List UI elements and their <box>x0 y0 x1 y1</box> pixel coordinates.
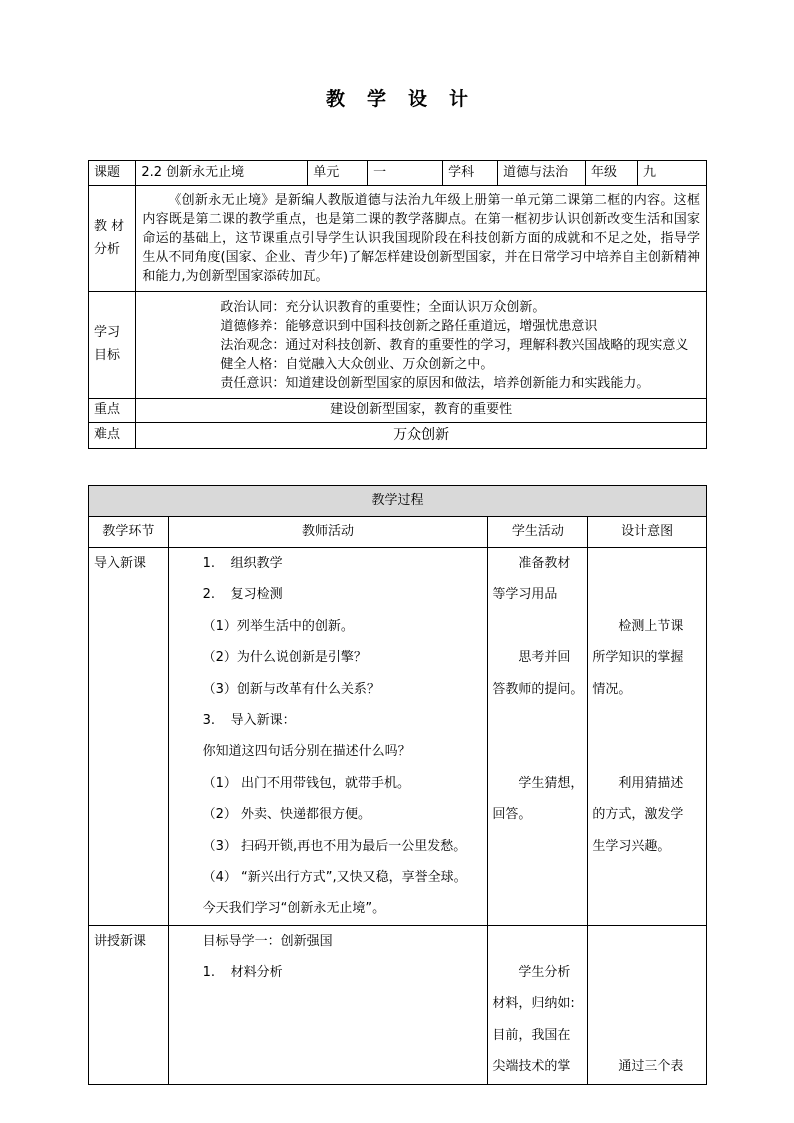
info-table <box>88 160 707 449</box>
process-table <box>88 485 707 1085</box>
col-design: 设计意图 <box>588 517 707 548</box>
intro-stage: 导入新课 <box>89 548 169 926</box>
key-text: 建设创新型国家，教育的重要性 <box>136 399 707 423</box>
subject-value: 道德与法治 <box>498 161 586 186</box>
lecture-design: 通过三个表 <box>588 925 707 1084</box>
subject-label: 学科 <box>443 161 498 186</box>
page-title: 教学设计 <box>325 88 490 110</box>
teacher-line: （4） “新兴出行方式”,又快又稳，享誉全球。 <box>202 869 467 885</box>
intro-student: 准备教材 等学习用品 思考并回 答教师的提问。 学生猜想， 回答。 <box>488 548 588 926</box>
topic-label: 课题 <box>89 161 136 186</box>
teacher-line: （3） 扫码开锁,再也不用为最后一公里发愁。 <box>202 838 467 854</box>
goal-item: 责任意识：知道建设创新型国家的原因和做法，培养创新能力和实践能力。 <box>220 375 650 391</box>
teacher-line: （2） 外卖、快递都很方便。 <box>202 807 372 823</box>
unit-label: 单元 <box>308 161 368 186</box>
goal-item: 道德修养：能够意识到中国科技创新之路任重道远，增强忧患意识 <box>220 318 598 334</box>
goals-label: 学习 目标 <box>89 292 136 399</box>
goal-item: 健全人格：自觉融入大众创业、万众创新之中。 <box>220 356 494 372</box>
intro-teacher <box>168 548 488 926</box>
analysis-text: 《创新永无止境》是新编人教版道德与法治九年级上册第一单元第二课第二框的内容。这框内容既是第二课的教学重点，也是第二课的教学落脚点。在第一框初步认识创新改变生活和国家命运的基础上，这节课重点引导学生认识我国现阶段在科技创新方面的成就和不足之处，指导学生从不同角度(国家、企业、青少年)了解怎样建设创新型国家，并在日常学习中培养自主创新精神和能力,为创新型国家添砖加瓦。 <box>136 186 707 292</box>
lecture-stage: 讲授新课 <box>89 925 169 1084</box>
grade-label: 年级 <box>586 161 638 186</box>
goal-item: 政治认同：充分认识教育的重要性；全面认识万众创新。 <box>220 299 546 315</box>
teacher-line: （3）创新与改革有什么关系？ <box>202 681 380 697</box>
teacher-line: （1） 出门不用带钱包，就带手机。 <box>202 775 411 791</box>
lecture-teacher <box>168 925 488 1084</box>
process-header: 教学过程 <box>89 486 707 517</box>
teacher-line: （2）为什么说创新是引擎？ <box>202 650 367 666</box>
col-student: 学生活动 <box>488 517 588 548</box>
intro-design: 检测上节课 所学知识的掌握 情况。 利用猜描述 的方式，激发学 生学习兴趣。 <box>588 548 707 926</box>
analysis-label: 教 材 分析 <box>89 186 136 292</box>
teacher-line: 今天我们学习“创新永无止境”。 <box>202 901 386 917</box>
difficulty-text: 万众创新 <box>136 423 707 449</box>
goal-item: 法治观念：通过对科技创新、教育的重要性的学习，理解科教兴国战略的现实意义 <box>220 337 689 353</box>
key-label: 重点 <box>89 399 136 423</box>
teacher-line: 1. 材料分析 <box>202 965 283 981</box>
unit-value: 一 <box>368 161 443 186</box>
col-stage: 教学环节 <box>89 517 169 548</box>
teacher-line: （1）列举生活中的创新。 <box>202 618 354 634</box>
teacher-line: 你知道这四句话分别在描述什么吗？ <box>202 744 411 760</box>
teacher-line: 2. 复习检测 <box>202 587 283 603</box>
difficulty-label: 难点 <box>89 423 136 449</box>
topic-value: 2.2 创新永无止境 <box>136 161 308 186</box>
teacher-line: 3. 导入新课： <box>202 712 296 728</box>
teacher-line: 1. 组织教学 <box>202 556 283 571</box>
teacher-line: 目标导学一：创新强国 <box>202 933 333 949</box>
goals-list <box>136 292 707 399</box>
col-teacher: 教师活动 <box>168 517 488 548</box>
grade-value: 九 <box>638 161 707 186</box>
lecture-student: 学生分析 材料，归纳如: 目前，我国在 尖端技术的掌 <box>488 925 588 1084</box>
